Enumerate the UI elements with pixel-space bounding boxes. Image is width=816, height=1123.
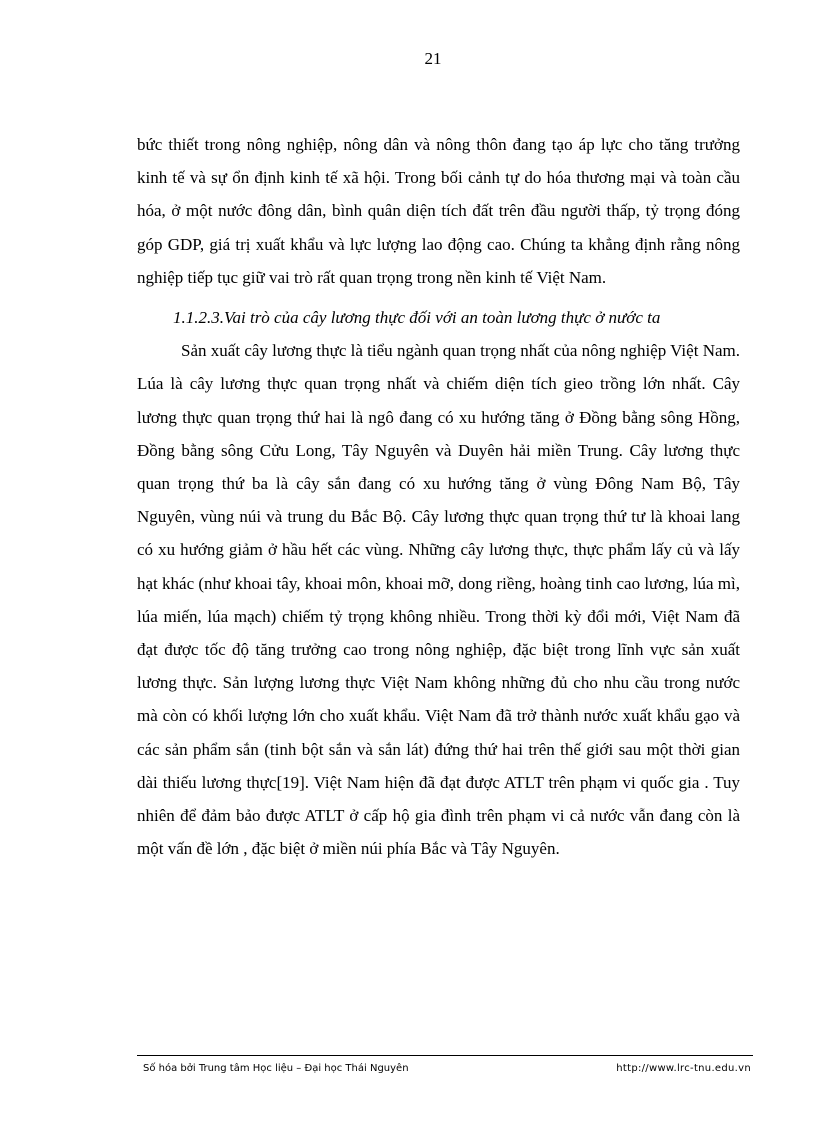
document-body [137, 128, 740, 865]
section-heading: 1.1.2.3.Vai trò của cây lương thực đối với an toàn lương thực ở nước ta [173, 308, 661, 328]
page-number: 21 [424, 49, 442, 68]
paragraph-food-crops: Sản xuất cây lương thực là tiểu ngành quan trọng nhất của nông nghiệp Việt Nam. Lúa là cây lương thực quan trọng nhất và chiếm diện tích gieo trồng lớn nhất. Cây lương thực quan trọng thứ hai là ngô đang có xu hướng tăng ở Đồng bằng sông Hồng, Đồng bằng sông Cửu Long, Tây Nguyên và Duyên hải miền Trung. Cây lương thực quan trọng thứ ba là cây sắn đang có xu hướng tăng ở vùng Đông Nam Bộ, Tây Nguyên, vùng núi và trung du Bắc Bộ. Cây lương thực quan trọng thứ tư là khoai lang có xu hướng giảm ở hầu hết các vùng. Những cây lương thực, thực phẩm lấy củ và lấy hạt khác (như khoai tây, khoai môn, khoai mỡ, dong riềng, hoàng tinh cao lương, lúa mì, lúa miến, lúa mạch) chiếm tỷ trọng không nhiều. Trong thời kỳ đổi mới, Việt Nam đã đạt được tốc độ tăng trưởng cao trong nông nghiệp, đặc biệt trong lĩnh vực sản xuất lương thực. Sản lượng lương thực Việt Nam không những đủ cho nhu cầu trong nước mà còn có khối lượng lớn cho xuất khẩu. Việt Nam đã trở thành nước xuất khẩu gạo và các sản phẩm sắn (tinh bột sắn và sắn lát) đứng thứ hai trên thế giới sau một thời gian dài thiếu lương thực[19]. Việt Nam hiện đã đạt được ATLT trên phạm vi quốc gia . Tuy nhiên để đảm bảo được ATLT ở cấp hộ gia đình trên phạm vi cả nước vẫn đang còn là một vấn đề lớn , đặc biệt ở miền núi phía Bắc và Tây Nguyên. [137, 341, 740, 859]
page-footer [137, 1055, 753, 1074]
paragraph-continuation: bức thiết trong nông nghiệp, nông dân và nông thôn đang tạo áp lực cho tăng trưởng kinh tế và sự ổn định kinh tế xã hội. Trong bối cảnh tự do hóa thương mại và toàn cầu hóa, ở một nước đông dân, bình quân diện tích đất trên đầu người thấp, tỷ trọng đóng góp GDP, giá trị xuất khẩu và lực lượng lao động cao. Chúng ta khẳng định rằng nông nghiệp tiếp tục giữ vai trò rất quan trọng trong nền kinh tế Việt Nam. [137, 135, 740, 287]
footer-url: http://www.lrc-tnu.edu.vn [616, 1063, 751, 1074]
footer-digitization-credit: Số hóa bởi Trung tâm Học liệu – Đại học Thái Nguyên [143, 1063, 409, 1074]
